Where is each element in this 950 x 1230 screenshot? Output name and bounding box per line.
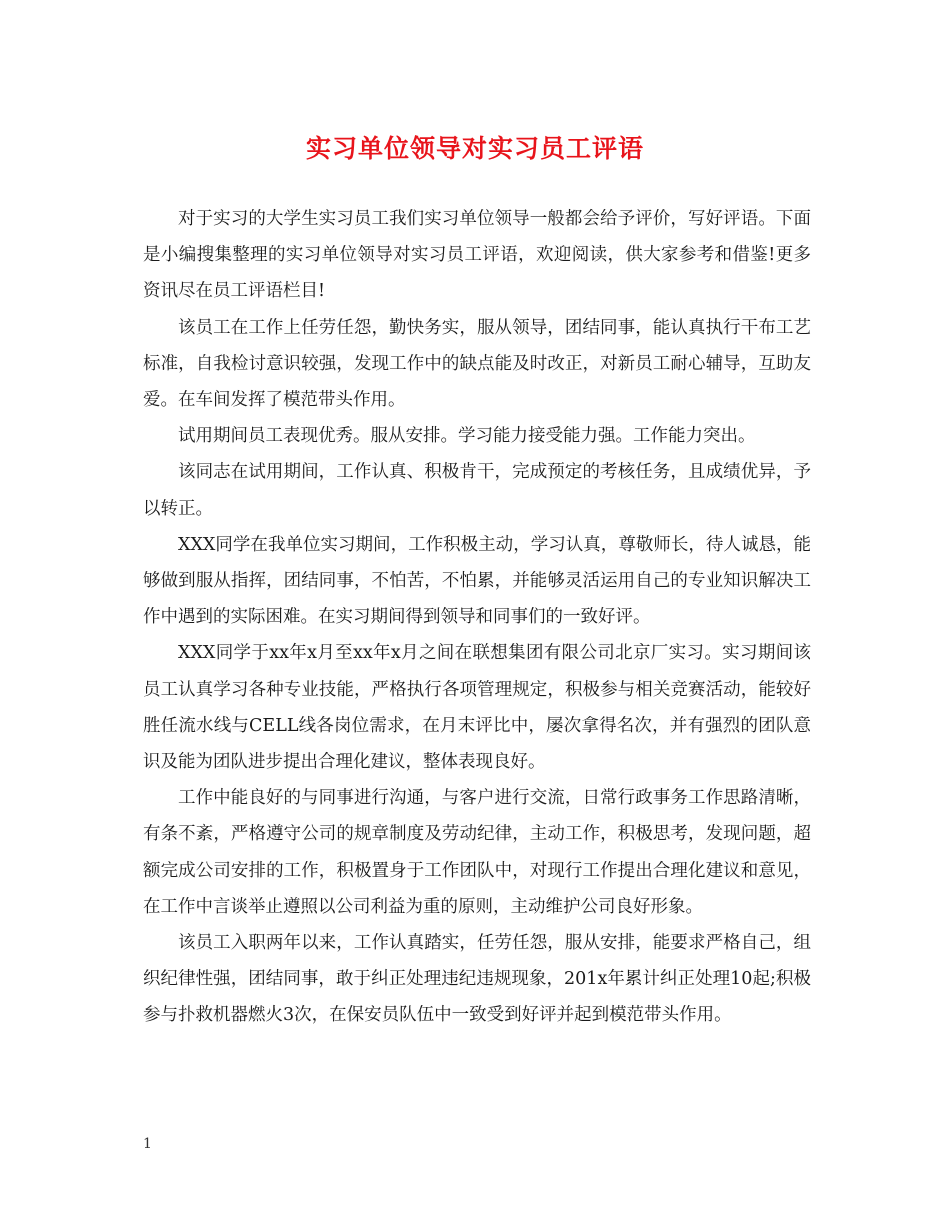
paragraph-comment-2: 试用期间员工表现优秀。服从安排。学习能力接受能力强。工作能力突出。 [178, 426, 756, 447]
paragraph-comment-6: 工作中能良好的与同事进行沟通，与客户进行交流，日常行政事务工作思路清晰，有条不紊，严格遵守公司的规章制度及劳动纪律，主动工作，积极思考，发现问题，超额完成公司安排的工作，积极置身于工作团队中，对现行工作提出合理化建议和意见，在工作中言谈举止遵照以公司利益为重的原则，主动维护公司良好形象。 [143, 788, 811, 917]
paragraph-comment-7: 该员工入职两年以来，工作认真踏实，任劳任怨，服从安排，能要求严格自己，组织纪律性强，团结同事，敢于纠正处理违纪违规现象，201x年累计纠正处理10起;积极参与扑救机器燃火3次，在保安员队伍中一致受到好评并起到模范带头作用。 [143, 933, 811, 1026]
paragraph-comment-1: 该员工在工作上任劳任怨，勤快务实，服从领导，团结同事，能认真执行干布工艺标准，自我检讨意识较强，发现工作中的缺点能及时改正，对新员工耐心辅导，互助友爱。在车间发挥了模范带头作用。 [143, 317, 811, 411]
document-title: 实习单位领导对实习员工评语 [305, 134, 644, 163]
paragraph-comment-5: XXX同学于xx年x月至xx年x月之间在联想集团有限公司北京厂实习。实习期间该员工认真学习各种专业技能，严格执行各项管理规定，积极参与相关竞赛活动，能较好胜任流水线与CELL线各岗位需求，在月末评比中，屡次拿得名次，并有强烈的团队意识及能为团队进步提出合理化建议，整体表现良好。 [143, 643, 811, 773]
document-body [143, 201, 811, 1034]
page-number: 1 [143, 1136, 152, 1152]
paragraph-intro: 对于实习的大学生实习员工我们实习单位领导一般都会给予评价，写好评语。下面是小编搜集整理的实习单位领导对实习员工评语，欢迎阅读，供大家参考和借鉴!更多资讯尽在员工评语栏目! [143, 209, 811, 302]
paragraph-comment-3: 该同志在试用期间，工作认真、积极肯干，完成预定的考核任务，且成绩优异，予以转正。 [143, 462, 811, 519]
paragraph-comment-4: XXX同学在我单位实习期间，工作积极主动，学习认真，尊敬师长，待人诚恳，能够做到服从指挥，团结同事，不怕苦，不怕累，并能够灵活运用自己的专业知识解决工作中遇到的实际困难。在实习期间得到领导和同事们的一致好评。 [143, 534, 811, 628]
